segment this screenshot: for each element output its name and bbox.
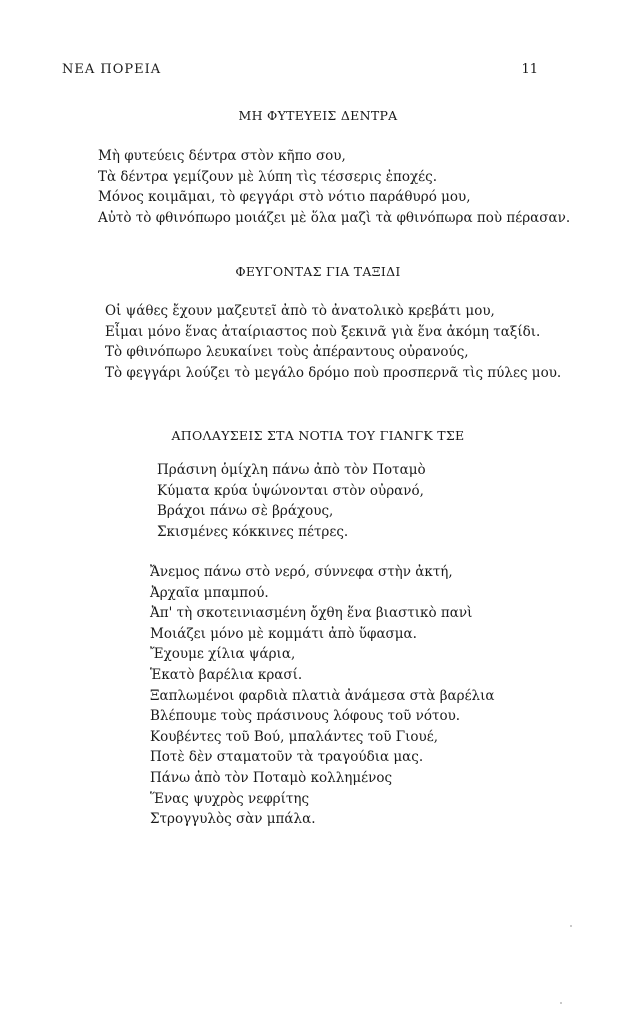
verse-line: Κουβέντες τοῦ Βού, μπαλάντες τοῦ Γιουέ, xyxy=(150,728,439,745)
verse-line: Ἄνεμος πάνω στὸ νερό, σύννεφα στὴν ἀκτή, xyxy=(150,564,453,580)
poem-title-3: ΑΠΟΛΑΥΣΕΙΣ ΣΤΑ ΝΟΤΙΑ ΤΟΥ ΓΙΑΝΓΚ ΤΣΕ xyxy=(171,428,465,443)
verse-line: Αὐτὸ τὸ φθινόπωρο μοιάζει μὲ ὅλα μαζὶ τὰ φθινόπωρα ποὺ πέρασαν. xyxy=(98,209,571,226)
scan-speck xyxy=(560,1002,562,1004)
verse-line: Ἔχουμε χίλια ψάρια, xyxy=(150,646,296,663)
verse-line: Οἱ ψάθες ἔχουν μαζευτεῖ ἀπὸ τὸ ἀνατολικὸ κρεβάτι μου, xyxy=(105,303,495,319)
poem-2-stanza xyxy=(105,301,561,383)
verse-line: Στρογγυλὸς σὰν μπάλα. xyxy=(150,811,316,828)
verse-line: Μὴ φυτεύεις δέντρα στὸν κῆπο σου, xyxy=(98,148,346,164)
verse-line: Μόνος κοιμᾶμαι, τὸ φεγγάρι στὸ νότιο παράθυρό μου, xyxy=(98,189,471,206)
verse-line: Εἶμαι μόνο ἕνας ἀταίριαστος ποὺ ξεκινᾶ γιὰ ἕνα ἀκόμη ταξίδι. xyxy=(105,323,541,340)
scan-speck xyxy=(570,925,572,927)
verse-line: Πάνω ἀπὸ τὸν Ποταμὸ κολλημένος xyxy=(150,769,393,786)
verse-line: Ἕνας ψυχρὸς νεφρίτης xyxy=(150,790,310,807)
verse-line: Ἀπ' τὴ σκοτεινιασμένη ὄχθη ἕνα βιαστικὸ πανὶ xyxy=(150,605,473,622)
running-header xyxy=(62,62,538,80)
verse-line: Ποτὲ δὲν σταματοῦν τὰ τραγούδια μας. xyxy=(150,749,424,766)
verse-line: Κύματα κρύα ὑψώνονται στὸν οὐρανό, xyxy=(157,482,424,499)
poem-3-stanza-1 xyxy=(157,460,426,542)
verse-line: Μοιάζει μόνο μὲ κομμάτι ἀπὸ ὕφασμα. xyxy=(150,625,417,642)
verse-line: Ξαπλωμένοι φαρδιὰ πλατιὰ ἀνάμεσα στὰ βαρέλια xyxy=(150,687,495,704)
poem-title-2: ΦΕΥΓΟΝΤΑΣ ΓΙΑ ΤΑΞΙΔΙ xyxy=(235,264,401,279)
verse-line: Τὰ δέντρα γεμίζουν μὲ λύπη τὶς τέσσερις ἐποχές. xyxy=(98,168,438,185)
poem-1-stanza xyxy=(98,146,570,228)
verse-line: Τὸ φθινόπωρο λευκαίνει τοὺς ἀπέραντους οὐρανούς, xyxy=(105,344,469,361)
verse-line: Ἑκατὸ βαρέλια κρασί. xyxy=(150,666,303,683)
poem-title-1: ΜΗ ΦΥΤΕΥΕΙΣ ΔΕΝΤΡΑ xyxy=(238,108,398,123)
verse-line: Τὸ φεγγάρι λούζει τὸ μεγάλο δρόμο ποὺ προσπερνᾶ τὶς πύλες μου. xyxy=(105,364,562,381)
verse-line: Βλέπουμε τοὺς πράσινους λόφους τοῦ νότου. xyxy=(150,708,461,725)
poem-3-stanza-2 xyxy=(150,562,495,830)
verse-line: Σκισμένες κόκκινες πέτρες. xyxy=(157,523,349,540)
journal-title: ΝΕΑ ΠΟΡΕΙΑ xyxy=(62,62,162,77)
verse-line: Βράχοι πάνω σὲ βράχους, xyxy=(157,503,334,520)
page-number: 11 xyxy=(521,62,538,77)
verse-line: Ἀρχαῖα μπαμπού. xyxy=(150,584,269,601)
verse-line: Πράσινη ὁμίχλη πάνω ἀπὸ τὸν Ποταμὸ xyxy=(157,462,426,478)
